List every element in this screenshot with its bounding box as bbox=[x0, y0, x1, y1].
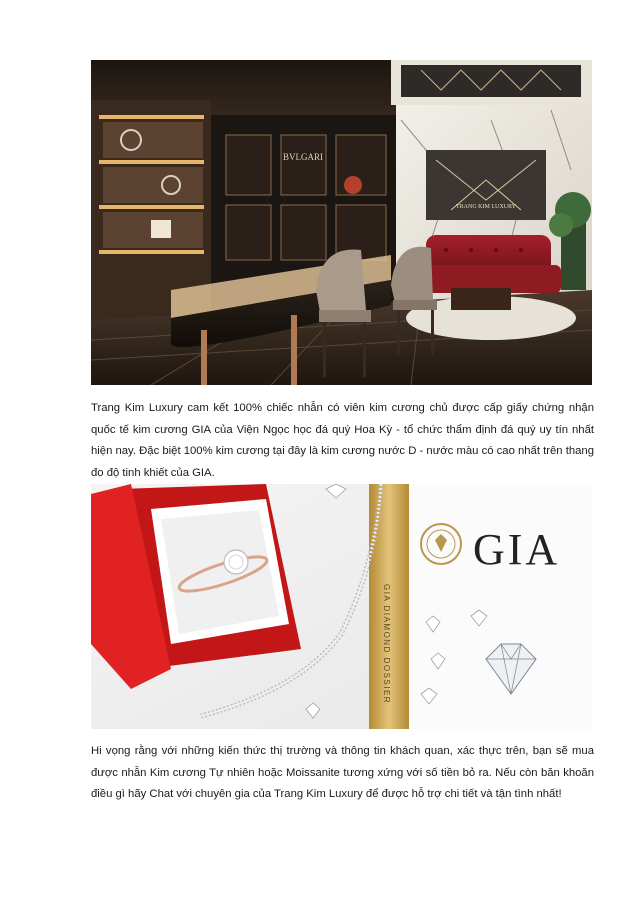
wall-logo: TRANG KIM LUXURY bbox=[456, 204, 516, 210]
paragraph-closing: Hi vọng rằng với những kiến thức thị trường và thông tin khách quan, xác thực trên, bạn sẽ mua được nhẫn Kim cương Tự nhiên hoặc Moissanite tương xứng với số tiền bỏ ra. Nếu còn băn khoăn điều gì hãy Chat với chuyên gia của Trang Kim Luxury để được hỗ trợ chi tiết và tận tình nhất! bbox=[91, 745, 594, 801]
gia-logo: GIA bbox=[473, 525, 561, 574]
showroom-photo bbox=[91, 60, 592, 385]
dossier-label: GIA DIAMOND DOSSIER bbox=[382, 584, 391, 705]
brand-sign: BVLGARI bbox=[283, 152, 323, 162]
paragraph-gia-commitment: Trang Kim Luxury cam kết 100% chiếc nhẫn có viên kim cương chủ được cấp giấy chứng nhận quốc tế kim cương GIA của Viện Ngọc học đá quý Hoa Kỳ - tổ chức thẩm định đá quý uy tín nhất hiện nay. Đặc biệt 100% kim cương tại đây là kim cương nước D - nước màu có cao nhất trên thang đo độ tinh khiết của GIA. bbox=[91, 402, 594, 479]
gia-ring-photo bbox=[91, 484, 592, 729]
